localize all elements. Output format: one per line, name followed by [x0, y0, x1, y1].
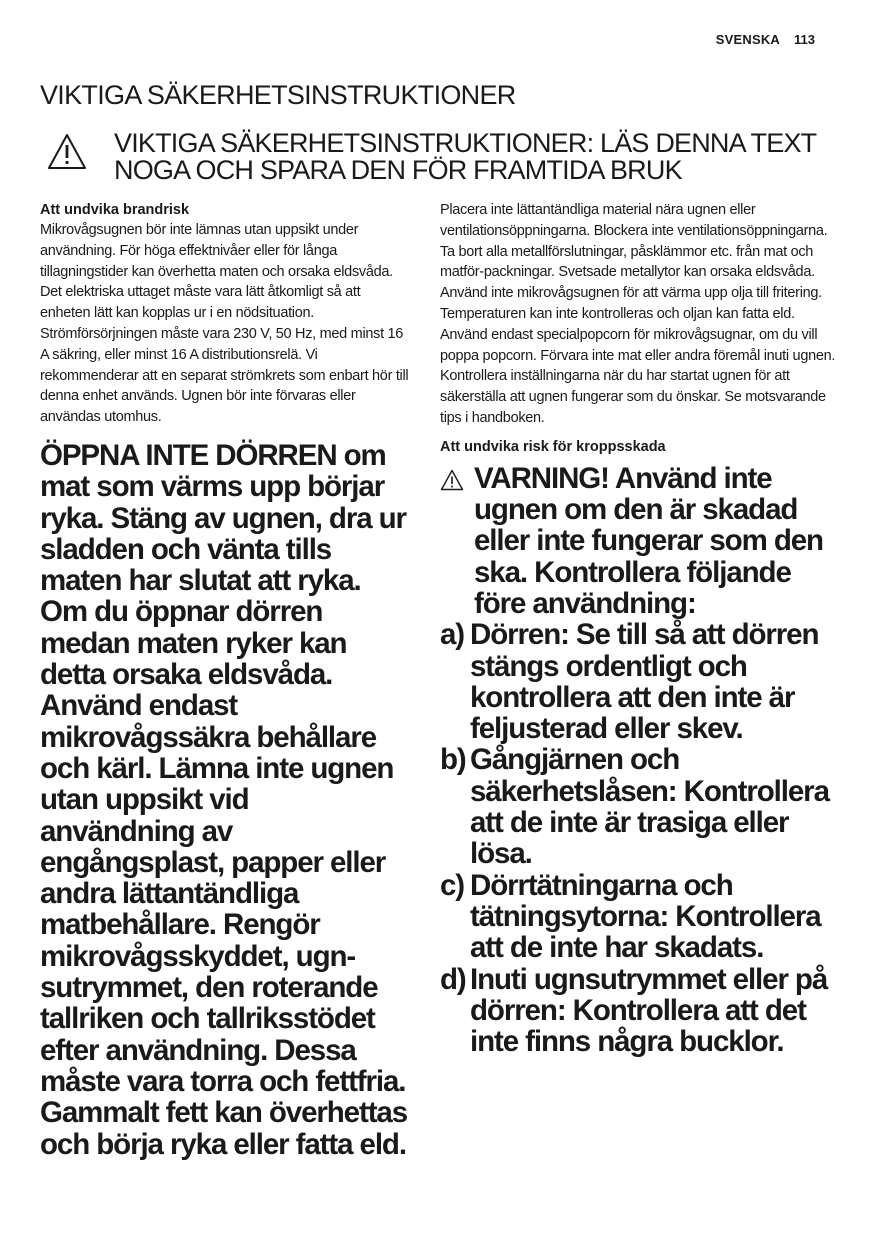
list-marker: c)	[440, 868, 465, 902]
placement-paragraph: Placera inte lättantändliga material nära ugnen eller ventilationsöppningarna. Blockera inte ventilationsöppningarna. Ta bort alla metallförslutningar, påsklämmor etc. från mat och matför-packningar. Svetsade metallytor kan orsaka eldsvåda. Använd inte mikrovågsugnen för att värma upp olja till fritering. Temperaturen kan inte kontrolleras och oljan kan fatta eld. Använd endast specialpopcorn för mikrovågsugnar, om du vill poppa popcorn. Förvara inte mat eller andra föremål inuti ugnen. Kontrollera inställningarna när du har startat ugnen för att säkerställa att ugnen fungerar som du önskar. Se motsvarande tips i handboken.	[440, 202, 836, 426]
list-item	[440, 744, 840, 869]
list-item-text: Gångjärnen och säkerhetslåsen: Kontrollera att de inte är trasiga eller lösa.	[470, 743, 829, 871]
page-title: VIKTIGA SÄKERHETSINSTRUKTIONER	[40, 80, 516, 110]
list-item-text: Dörrtätningarna och tätningsytorna: Kontrollera att de inte har skadats.	[470, 868, 821, 965]
list-item	[440, 870, 840, 964]
list-marker: a)	[440, 618, 465, 652]
page-number: 113	[794, 32, 815, 47]
injury-risk-heading: Att undvika risk för kroppsskada	[440, 438, 666, 455]
page-header	[716, 32, 815, 47]
list-item	[440, 619, 840, 744]
list-item-text: Dörren: Se till så att dörren stängs ordentligt och kontrollera att den inte är feljusterad eller skev.	[470, 618, 819, 746]
right-column	[440, 200, 840, 1057]
do-not-open-door-warning: ÖPPNA INTE DÖRREN om mat som värms upp börjar ryka. Stäng av ugnen, dra ur sladden och vänta tills maten har slutat att ryka. Om du öppnar dörren medan maten ryker kan detta orsaka eldsvåda. Använd endast mikrovågssäkra behållare och kärl. Lämna inte ugnen utan uppsikt vid användning av engångsplast, papper eller andra lättantändliga matbehållare. Rengör mikrovågsskyddet, ugn-sutrymmet, den roterande tallriken och tallriksstödet efter användning. Dessa måste vara torra och fettfria. Gammalt fett kan överhettas och börja ryka eller fatta eld.	[40, 438, 408, 1161]
fire-risk-paragraph: Mikrovågsugnen bör inte lämnas utan uppsikt under användning. För höga effektnivåer eller för långa tillagningstider kan överhetta maten och orsaka eldsvåda. Det elektriska uttaget måste vara lätt åtkomligt så att enheten lätt kan kopplas ur i en nödsituation. Strömförsörjningen måste vara 230 V, 50 Hz, med minst 16 A säkring, eller minst 16 A distributionsrelä. Vi rekommenderar att en separat strömkrets som enbart hör till denna enhet används. Ugnen bör inte förvaras eller användas utomhus.	[40, 222, 409, 426]
language-label: SVENSKA	[715, 32, 781, 47]
list-marker: b)	[440, 743, 466, 777]
warning-triangle-icon	[46, 132, 88, 172]
check-list	[440, 619, 840, 1057]
damage-warning-text: VARNING! Använd inte ugnen om den är skadad eller inte fungerar som den ska. Kontrollera följande före användning:	[474, 461, 823, 620]
damage-warning	[440, 463, 840, 619]
fire-risk-heading: Att undvika brandrisk	[40, 202, 190, 218]
list-item-text: Inuti ugnsutrymmet eller på dörren: Kontrollera att det inte finns några bucklor.	[470, 962, 828, 1059]
warning-heading: VIKTIGA SÄKERHETSINSTRUKTIONER: LÄS DENNA TEXT NOGA OCH SPARA DEN FÖR FRAMTIDA BRUK	[114, 128, 816, 185]
left-column	[40, 200, 410, 1160]
list-item	[440, 964, 840, 1058]
list-marker: d)	[440, 962, 466, 996]
warning-triangle-icon	[440, 469, 464, 491]
